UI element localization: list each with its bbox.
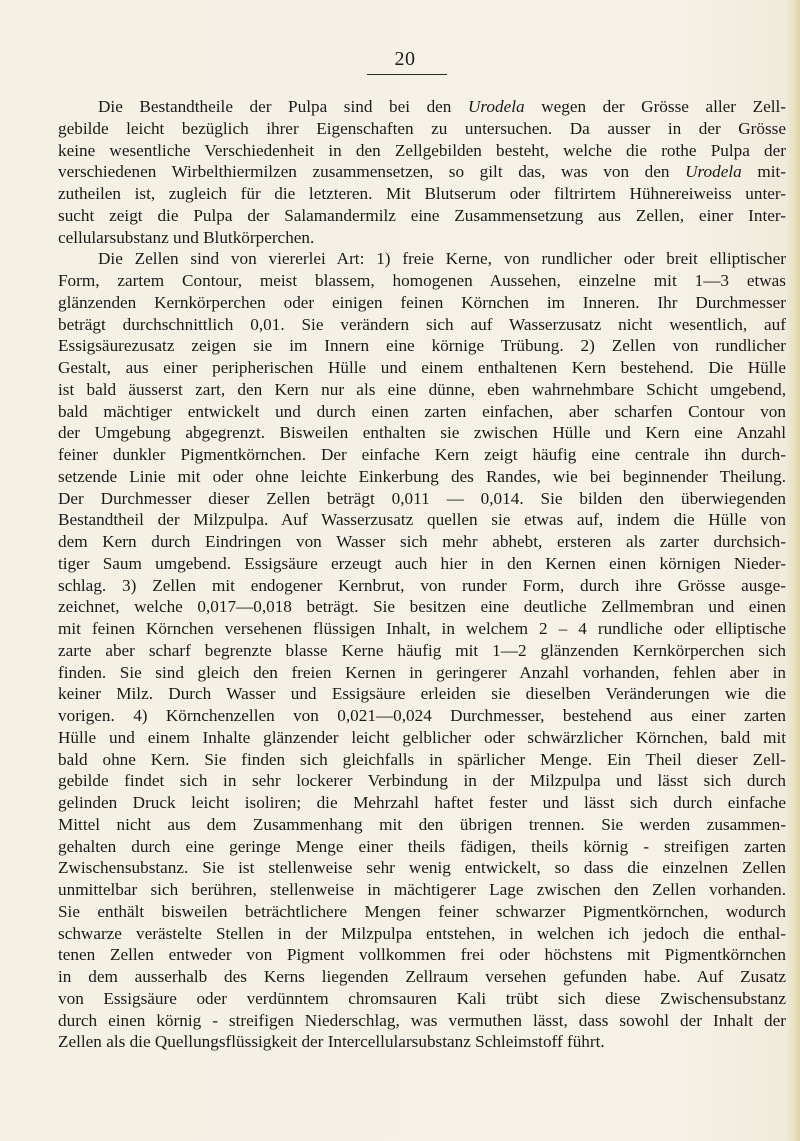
text-line: [58, 531, 786, 553]
text-run: schlag. 3) Zellen mit endogener Kernbrut, von runder Form, durch ihre Grösse ausge-: [58, 575, 786, 595]
text-line: [58, 901, 786, 923]
page-number: 20: [394, 48, 416, 70]
text-line: [58, 618, 786, 640]
text-line: [58, 227, 786, 249]
text-run: glänzenden Kernkörperchen oder einigen feinen Körnchen im Inneren. Ihr Durchmesser: [58, 292, 786, 312]
text-line: [58, 292, 786, 314]
italic-term: Urodela: [685, 162, 742, 182]
text-line: [58, 857, 786, 879]
text-line: [58, 205, 786, 227]
text-line: [58, 770, 786, 792]
text-line: [58, 836, 786, 858]
text-run: bald mächtiger entwickelt und durch einen zarten einfachen, aber scharfen Contour von: [58, 401, 786, 421]
text-run: cellularsubstanz und Blutkörperchen.: [58, 227, 315, 247]
text-run: gebilde leicht bezüglich ihrer Eigenschaften zu untersuchen. Da ausser in der Grösse: [58, 118, 786, 138]
text-line: [58, 727, 786, 749]
text-line: [58, 357, 786, 379]
text-line: [58, 248, 786, 270]
text-line: [58, 183, 786, 205]
text-run: von Essigsäure oder verdünntem chromsauren Kali trübt sich diese Zwischensubstanz: [58, 988, 786, 1008]
text-line: [58, 814, 786, 836]
text-run: Mittel nicht aus dem Zusammenhang mit den übrigen trennen. Sie werden zusammen-: [58, 814, 786, 834]
text-line: [58, 444, 786, 466]
text-line: [58, 118, 786, 140]
text-line: [58, 792, 786, 814]
text-run: vorigen. 4) Körnchenzellen von 0,021—0,024 Durchmesser, bestehend aus einer zarten: [58, 706, 786, 725]
text-line: [58, 270, 786, 292]
text-line: [58, 466, 786, 488]
text-run: tenen Zellen entweder von Pigment vollkommen frei oder höchstens mit Pigmentkörnchen: [58, 945, 786, 965]
text-run: Zwischensubstanz. Sie ist stellenweise sehr wenig entwickelt, so dass die einzelnen Zellen: [58, 858, 786, 878]
text-line: [58, 314, 786, 336]
text-line: [58, 1031, 786, 1053]
text-run: in dem ausserhalb des Kerns liegenden Zellraum versehen gefunden habe. Auf Zusatz: [58, 967, 786, 986]
text-line: [58, 923, 786, 945]
text-run: Gestalt, aus einer peripherischen Hülle und einem enthaltenen Kern bestehend. Die Hülle: [58, 358, 786, 377]
text-line: [58, 509, 786, 531]
text-line: [58, 96, 786, 118]
text-run: zutheilen ist, zugleich für die letzteren. Mit Blutserum oder filtrirtem Hühnereiweiss unter-: [58, 184, 786, 203]
text-run: schwarze verästelte Stellen in der Milzpulpa entstehen, in welchen ich jedoch die enthal-: [58, 923, 786, 943]
text-line: [58, 422, 786, 444]
text-run: ist bald äusserst zart, den Kern nur als eine dünne, eben wahrnehmbare Schicht umgebend,: [58, 379, 786, 399]
text-run: zarte aber scharf begrenzte blasse Kerne häufig mit 1—2 glänzenden Kernkörperchen sich: [58, 640, 786, 660]
text-line: [58, 161, 786, 183]
text-line: [58, 683, 786, 705]
text-run: setzende Linie mit oder ohne leichte Einkerbung des Randes, wie bei beginnender Theilung.: [58, 466, 786, 486]
text-run: unmittelbar sich berühren, stellenweise in mächtigerer Lage zwischen den Zellen vorhanden.: [58, 880, 786, 899]
text-line: [58, 640, 786, 662]
text-run: mit-: [741, 162, 786, 182]
text-run: zeichnet, welche 0,017—0,018 beträgt. Sie besitzen eine deutliche Zellmembran und einen: [58, 597, 786, 617]
text-line: [58, 140, 786, 162]
text-run: verschiedenen Wirbelthiermilzen zusammensetzen, so gilt das, was von den: [58, 162, 686, 182]
text-run: Der Durchmesser dieser Zellen beträgt 0,011 — 0,014. Sie bilden den überwiegenden: [58, 488, 786, 508]
text-run: Bestandtheil der Milzpulpa. Auf Wasserzusatz quellen sie etwas auf, indem die Hülle von: [58, 510, 786, 530]
text-run: Die Bestandtheile der Pulpa sind bei den: [98, 97, 468, 116]
body-text: [58, 96, 786, 1053]
text-line: [58, 966, 786, 988]
text-run: finden. Sie sind gleich den freien Kernen in geringerer Anzahl vorhanden, fehlen aber in: [58, 662, 786, 682]
text-line: [58, 749, 786, 771]
text-run: sucht zeigt die Pulpa der Salamandermilz eine Zusammensetzung aus Zellen, einer Inter-: [58, 205, 786, 225]
text-run: durch einen körnig - streifigen Niederschlag, was vermuthen lässt, dass sowohl der Inhalt der: [58, 1010, 786, 1030]
text-line: [58, 553, 786, 575]
text-line: [58, 988, 786, 1010]
text-line: [58, 335, 786, 357]
text-run: Hülle und einem Inhalte glänzender leicht gelblicher oder schwärzlicher Körnchen, bald mit: [58, 727, 786, 747]
text-line: [58, 596, 786, 618]
text-run: keine wesentliche Verschiedenheit in den Zellgebilden besteht, welche die rothe Pulpa der: [58, 140, 786, 160]
text-run: Sie enthält bisweilen beträchtlichere Mengen feiner schwarzer Pigmentkörnchen, wodurch: [58, 901, 786, 921]
text-line: [58, 1010, 786, 1032]
italic-term: Urodela: [467, 97, 525, 116]
text-line: [58, 944, 786, 966]
text-run: keiner Milz. Durch Wasser und Essigsäure erleiden sie dieselben Veränderungen wie die: [58, 684, 786, 704]
text-run: feiner dunkler Pigmentkörnchen. Der einfache Kern zeigt häufig eine centrale ihn durch-: [58, 445, 786, 464]
text-line: [58, 379, 786, 401]
text-line: [58, 705, 786, 727]
text-line: [58, 488, 786, 510]
text-line: [58, 401, 786, 423]
text-run: Essigsäurezusatz zeigen sie im Innern eine körnige Trübung. 2) Zellen von rundlicher: [58, 336, 786, 356]
text-run: dem Kern durch Eindringen von Wasser sich mehr abhebt, ersteren als zarter durchsich-: [58, 532, 786, 551]
text-line: [58, 662, 786, 684]
text-line: [58, 575, 786, 597]
page-edge-shading: [786, 0, 800, 1141]
text-run: tiger Saum umgebend. Essigsäure erzeugt auch hier in den Kernen einen körnigen Nieder-: [58, 553, 786, 573]
text-run: bald ohne Kern. Sie finden sich gleichfalls in spärlicher Menge. Ein Theil dieser Zell-: [58, 749, 786, 769]
text-run: Die Zellen sind von viererlei Art: 1) freie Kerne, von rundlicher oder breit elliptischer: [98, 249, 786, 269]
text-run: gelinden Druck leicht isoliren; die Mehrzahl haftet fester und lässt sich durch einfache: [58, 793, 786, 812]
page-number-underline: [367, 74, 447, 75]
text-run: wegen der Grösse aller Zell-: [524, 97, 786, 116]
text-run: Zellen als die Quellungsflüssigkeit der Intercellularsubstanz Schleimstoff führt.: [58, 1032, 605, 1052]
text-line: [58, 879, 786, 901]
text-run: mit feinen Körnchen versehenen flüssigen Inhalt, in welchem 2 – 4 rundliche oder elliptische: [58, 619, 786, 638]
text-run: gehalten durch eine geringe Menge einer theils fädigen, theils körnig - streifigen zarten: [58, 836, 786, 856]
text-run: beträgt durchschnittlich 0,01. Sie verändern sich auf Wasserzusatz nicht wesentlich, auf: [58, 314, 786, 334]
text-run: gebilde findet sich in sehr lockerer Verbindung in der Milzpulpa und lässt sich durch: [58, 771, 786, 791]
text-run: der Umgebung abgegrenzt. Bisweilen enthalten sie zwischen Hülle und Kern eine Anzahl: [58, 423, 786, 443]
text-run: Form, zartem Contour, meist blassem, homogenen Aussehen, einzelne mit 1—3 etwas: [58, 271, 786, 290]
